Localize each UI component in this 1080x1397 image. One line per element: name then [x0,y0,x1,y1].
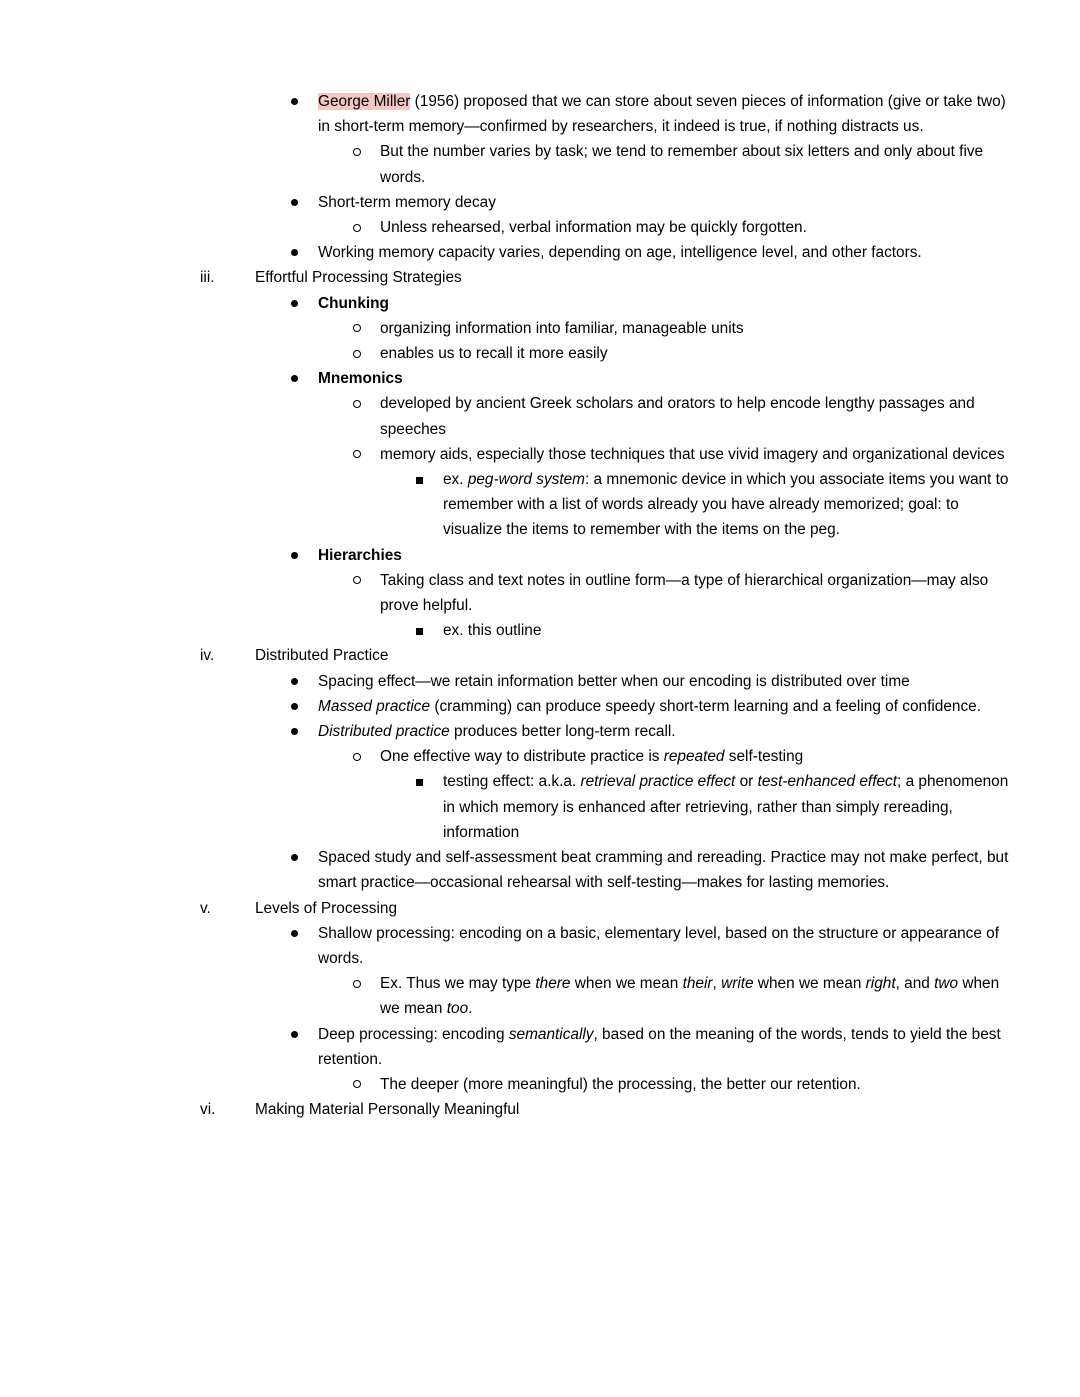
item-text [380,744,1022,769]
text-run: Hierarchies [318,546,402,564]
outline-heading [0,643,1080,668]
text-run: semantically [508,1025,594,1043]
text-run: Levels of Processing [255,899,398,917]
text-run: organizing information into familiar, manageable units [380,319,744,337]
disc-bullet-icon [291,678,298,685]
text-run: Effortful Processing Strategies [255,269,462,287]
text-run: their [682,975,713,993]
item-text [255,643,1022,668]
text-run: test-enhanced effect [757,773,898,791]
circle-bullet-icon [353,324,361,332]
text-run: peg-word system [467,471,585,489]
text-run: Spaced study and self-assessment beat cramming and rereading. Practice may not make perfect, but smart practice—occasional rehearsal with self-testing—makes for lasting memories. [318,849,1009,892]
disc-bullet-icon [291,552,298,559]
text-run: right [865,975,896,993]
item-text [380,215,1022,240]
list-item [0,971,1080,1021]
text-run: testing effect: a.k.a. [443,773,581,791]
highlighted-text: George Miller [318,93,411,110]
text-run: Mnemonics [318,370,403,388]
text-run: Making Material Personally Meaningful [255,1101,520,1119]
text-run: . [468,1000,473,1018]
item-text [380,1072,1022,1097]
circle-bullet-icon [353,224,361,232]
text-run: Ex. Thus we may type [380,975,536,993]
item-text [318,240,1022,265]
list-item [0,215,1080,240]
text-run: produces better long-term recall. [449,723,676,741]
list-item [0,719,1080,744]
text-run: when we mean [380,975,1000,1018]
list-item [0,669,1080,694]
text-run: two [934,975,959,993]
text-run: self-testing [724,748,804,766]
outline-heading [0,896,1080,921]
outline-heading [0,265,1080,290]
roman-numeral-label: vi. [200,1101,216,1119]
text-run: , based on the meaning of the words, tends to yield the best retention. [318,1025,1001,1068]
disc-bullet-icon [291,199,298,206]
text-run: enables us to recall it more easily [380,345,608,363]
item-text [380,442,1022,467]
item-text [380,139,1022,189]
list-item [0,694,1080,719]
item-text [380,341,1022,366]
text-run: The deeper (more meaningful) the processing, the better our retention. [380,1075,861,1093]
circle-bullet-icon [353,350,361,358]
circle-bullet-icon [353,980,361,988]
item-text [318,366,1022,391]
text-run: Taking class and text notes in outline form—a type of hierarchical organization—may also prove helpful. [380,571,989,615]
item-text [255,1097,1022,1122]
item-text [380,971,1022,1021]
text-run: ; a phenomenon in which memory is enhanced after retrieving, rather than simply rereading, information [443,773,1009,841]
text-run: But the number varies by task; we tend to remember about six letters and only about five words. [380,143,984,186]
item-text [318,291,1022,316]
item-text [318,669,1022,694]
disc-bullet-icon [291,703,298,710]
text-run: developed by ancient Greek scholars and orators to help encode lengthy passages and speeches [380,395,975,438]
disc-bullet-icon [291,98,298,105]
text-run: Shallow processing: encoding on a basic, elementary level, based on the structure or appearance of words. [318,924,1000,967]
disc-bullet-icon [291,300,298,307]
outline-list [0,89,1080,1122]
text-run: repeated [663,748,725,766]
text-run: Short-term memory decay [318,193,496,211]
circle-bullet-icon [353,400,361,408]
text-run: Chunking [318,294,389,312]
square-bullet-icon [416,628,423,635]
list-item [0,1022,1080,1072]
list-item [0,543,1080,568]
item-text [318,89,1022,139]
list-item [0,1072,1080,1097]
text-run: memory aids, especially those techniques that use vivid imagery and organizational devices [380,445,1005,463]
text-run: Spacing effect—we retain information better when our encoding is distributed over time [318,672,910,690]
text-run: Unless rehearsed, verbal information may be quickly forgotten. [380,219,807,237]
list-item [0,366,1080,391]
text-run: , and [895,975,935,993]
item-text [318,694,1022,719]
outline-heading [0,1097,1080,1122]
list-item [0,568,1080,618]
text-run: One effective way to distribute practice is [380,748,664,766]
item-text [443,769,1012,845]
text-run: when we mean [753,975,866,993]
list-item [0,744,1080,769]
item-text [255,896,1022,921]
item-text [318,845,1022,895]
list-item [0,769,1080,845]
disc-bullet-icon [291,249,298,256]
circle-bullet-icon [353,450,361,458]
item-text [318,190,1022,215]
text-run: Distributed practice [318,723,450,741]
text-run: , [712,975,722,993]
text-run: Working memory capacity varies, depending on age, intelligence level, and other factors. [318,244,922,262]
circle-bullet-icon [353,576,361,584]
text-run: or [735,773,758,791]
text-run: ex. [443,471,468,489]
text-run: (cramming) can produce speedy short-term learning and a feeling of confidence. [430,697,981,715]
text-run: when we mean [570,975,683,993]
list-item [0,316,1080,341]
disc-bullet-icon [291,854,298,861]
text-run: retrieval practice effect [580,773,736,791]
roman-numeral-label: v. [200,899,211,917]
roman-numeral-label: iii. [200,269,215,287]
square-bullet-icon [416,779,423,786]
item-text [318,1022,1022,1072]
text-run: there [535,975,571,993]
text-run: Deep processing: encoding [318,1025,509,1043]
list-item [0,190,1080,215]
list-item [0,618,1080,643]
square-bullet-icon [416,477,423,484]
item-text [255,265,1022,290]
disc-bullet-icon [291,375,298,382]
text-run: Massed practice [318,697,431,715]
text-run: ex. this outline [443,622,542,640]
circle-bullet-icon [353,1080,361,1088]
item-text [380,568,1022,618]
item-text [318,921,1022,971]
text-run: (1956) proposed that we can store about seven pieces of information (give or take two) in short-term memory—confirmed by researchers, it indeed is true, if nothing distracts us. [318,93,1006,136]
disc-bullet-icon [291,728,298,735]
list-item [0,89,1080,139]
text-run: Distributed Practice [255,647,389,665]
disc-bullet-icon [291,930,298,937]
list-item [0,139,1080,189]
circle-bullet-icon [353,148,361,156]
list-item [0,467,1080,543]
list-item [0,921,1080,971]
item-text [380,391,1022,441]
text-run: : a mnemonic device in which you associate items you want to remember with a list of words already you have already memorized; goal: to visualize the items to remember with the items on the peg. [443,471,1009,539]
text-run: too [446,1000,469,1018]
list-item [0,240,1080,265]
item-text [443,618,1012,643]
list-item [0,341,1080,366]
circle-bullet-icon [353,753,361,761]
text-run: write [721,975,754,993]
roman-numeral-label: iv. [200,647,215,665]
item-text [380,316,1022,341]
list-item [0,391,1080,441]
item-text [318,543,1022,568]
list-item [0,845,1080,895]
disc-bullet-icon [291,1031,298,1038]
list-item [0,442,1080,467]
list-item [0,291,1080,316]
item-text [318,719,1022,744]
item-text [443,467,1012,543]
